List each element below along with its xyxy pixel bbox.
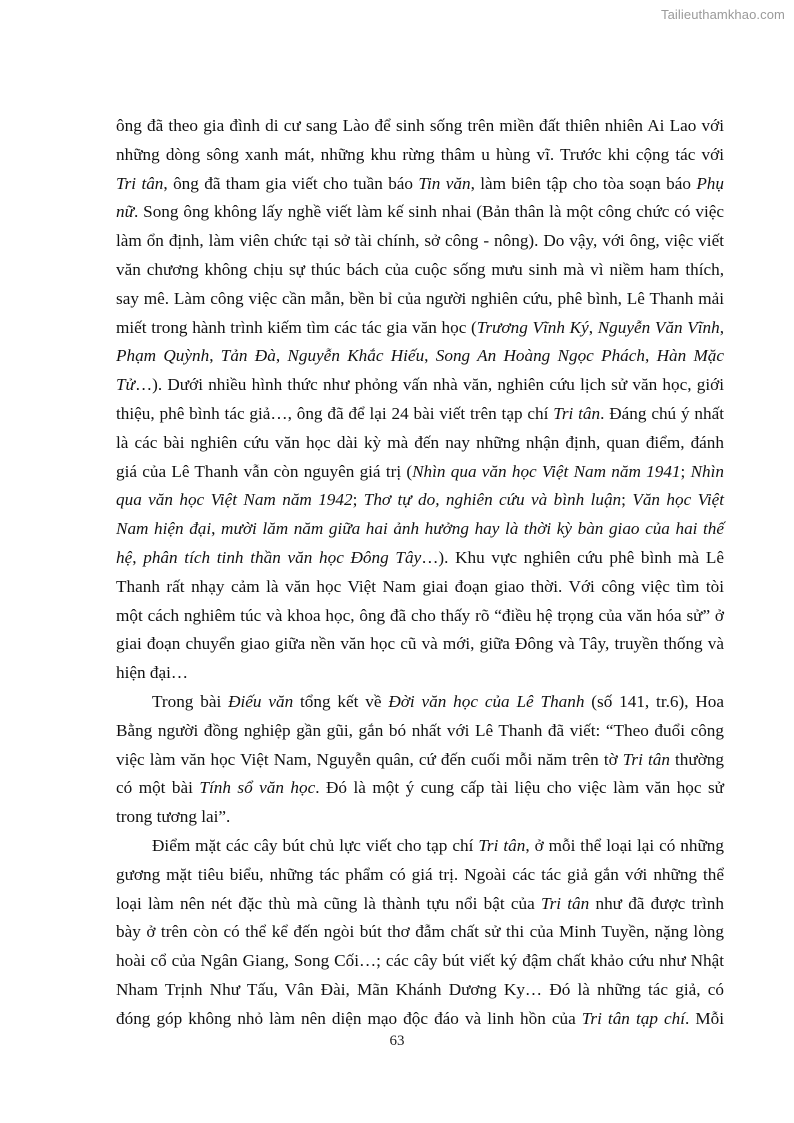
text-segment: Nham Trịnh Như Tấu, Vân Đài, Mãn Khánh Dương Ky… Đó là những tác giả, có <box>116 979 724 999</box>
text-segment: , <box>132 547 144 567</box>
text-segment: giá của Lê Thanh vẫn còn nguyên giá trị ( <box>116 461 413 481</box>
italic-text: Tính sổ văn học <box>199 778 316 798</box>
italic-text: Tri tân <box>116 173 164 193</box>
text-line <box>116 285 724 314</box>
text-segment: có một bài <box>116 778 200 798</box>
text-line <box>116 170 724 199</box>
text-segment: đóng góp không nhỏ làm nên diện mạo độc đáo và linh hồn của <box>116 1008 582 1028</box>
text-segment: , <box>211 519 222 539</box>
text-line <box>116 717 724 746</box>
text-line <box>116 746 724 775</box>
text-segment: , <box>588 317 598 337</box>
italic-text: Nguyễn Văn Vĩnh <box>597 317 720 337</box>
text-line <box>116 573 724 602</box>
text-segment: gương mặt tiêu biểu, những tác phẩm có giá trị. Ngoài các tác giả gắn với những thể <box>116 864 724 884</box>
text-segment: Thanh rất nhạy cảm là văn học Việt Nam giai đoạn giao thời. Với công việc tìm tòi <box>116 576 724 596</box>
italic-text: phân tích tinh thần văn học Đông Tây <box>143 547 422 567</box>
text-segment: . Mỗi <box>684 1008 724 1028</box>
text-line <box>116 371 724 400</box>
text-segment: , <box>719 317 724 337</box>
italic-text: nữ <box>116 202 134 222</box>
italic-text: Tử <box>116 375 135 395</box>
text-line <box>116 659 724 688</box>
text-segment: say mê. Làm công việc cần mẫn, bền bỉ của người nghiên cứu, phê bình, Lê Thanh mải <box>116 288 724 308</box>
text-segment: hiện đại… <box>116 663 189 683</box>
text-segment: , <box>424 346 436 366</box>
text-line <box>116 630 724 659</box>
text-segment: Trong bài <box>152 691 229 711</box>
text-segment: ; <box>680 461 691 481</box>
italic-text: hệ <box>116 547 133 567</box>
text-line <box>116 774 724 803</box>
text-line <box>116 544 724 573</box>
italic-text: mười lăm năm giữa hai ảnh hưởng hay là thời kỳ bàn giao của hai thế <box>221 519 725 539</box>
italic-text: Tri tân tạp chí <box>581 1008 685 1028</box>
italic-text: Tản Đà <box>220 346 276 366</box>
italic-text: Trương Vĩnh Ký <box>476 317 589 337</box>
text-segment: thiệu, phê bình tác giả…, ông đã để lại 24 bài viết trên tạp chí <box>116 403 554 423</box>
text-segment: , <box>645 346 657 366</box>
text-line <box>116 256 724 285</box>
text-segment: loại làm nên nét đặc thù mà cũng là thành tựu nổi bật của <box>116 893 541 913</box>
text-line <box>116 515 724 544</box>
text-segment: (số 141, tr.6), Hoa <box>584 691 724 711</box>
text-segment: , ông đã tham gia viết cho tuần báo <box>163 173 419 193</box>
text-segment: ông đã theo gia đình di cư sang Lào để sinh sống trên miền đất thiên nhiên Ai Lao với <box>116 116 724 135</box>
text-line <box>116 861 724 890</box>
document-body <box>116 112 724 1034</box>
italic-text: Tri tân <box>540 893 590 913</box>
text-segment: , <box>275 346 288 366</box>
italic-text: Song An Hoàng Ngọc Phách <box>435 346 646 366</box>
text-line <box>116 429 724 458</box>
italic-text: Nhìn qua văn học Việt Nam năm 1941 <box>412 461 681 481</box>
italic-text: Hàn Mặc <box>656 346 725 366</box>
text-segment: hoài cổ của Ngân Giang, Song Cối…; các cây bút viết ký đậm chất khảo cứu như Nhật <box>116 951 724 971</box>
text-line <box>116 486 724 515</box>
text-segment: thường <box>669 749 724 769</box>
italic-text: Tri tân <box>553 403 601 423</box>
text-line <box>116 112 724 141</box>
italic-text: Nguyễn Khắc Hiếu <box>287 346 425 366</box>
text-segment: …). Khu vực nghiên cứu phê bình mà Lê <box>421 547 724 567</box>
text-segment: việc làm văn học Việt Nam, Nguyễn quân, cứ đến cuối mỗi năm trên tờ <box>116 749 623 769</box>
italic-text: qua văn học Việt Nam năm 1942 <box>116 490 353 510</box>
text-line <box>116 890 724 919</box>
text-segment: một cách nghiêm túc và khoa học, ông đã cho thấy rõ “điều hệ trọng của văn hóa sử” ở <box>116 605 724 625</box>
italic-text: Thơ tự do, nghiên cứu và bình luận <box>363 490 622 510</box>
text-segment: Bằng người đồng nghiệp gần gũi, gắn bó nhất với Lê Thanh đã viết: “Theo đuổi công <box>116 720 724 740</box>
text-line <box>116 918 724 947</box>
text-segment: , làm biên tập cho tòa soạn báo <box>470 173 697 193</box>
italic-text: Nhìn <box>690 461 724 481</box>
text-segment: , ở mỗi thể loại lại có những <box>525 835 724 855</box>
text-segment: ; <box>621 490 633 510</box>
text-segment: . Đó là một ý cung cấp tài liệu cho việc làm văn học sử <box>315 778 724 798</box>
italic-text: Tri tân <box>478 835 526 855</box>
italic-text: Đời văn học của Lê Thanh <box>388 691 585 711</box>
text-line <box>116 832 724 861</box>
text-segment: giai đoạn chuyển giao giữa nền văn học cũ và mới, giữa Đông và Tây, truyền thống và <box>116 634 724 654</box>
text-segment: là các bài nghiên cứu văn học dài kỳ mà đến nay những nhận định, quan điểm, đánh <box>116 432 724 452</box>
text-segment: Điểm mặt các cây bút chủ lực viết cho tạp chí <box>152 835 479 855</box>
text-line <box>116 400 724 429</box>
text-segment: , <box>209 346 221 366</box>
italic-text: Nam hiện đại <box>116 519 212 539</box>
text-segment: trong tương lai”. <box>116 807 231 827</box>
italic-text: Tin văn <box>418 173 471 193</box>
italic-text: Điếu văn <box>228 691 294 711</box>
text-line <box>116 602 724 631</box>
text-segment: tổng kết về <box>293 691 389 711</box>
text-line <box>116 458 724 487</box>
text-line <box>116 227 724 256</box>
text-line <box>116 803 724 832</box>
text-segment: văn chương không chịu sự thúc bách của cuộc sống mưu sinh mà vì niềm ham thích, <box>116 259 724 279</box>
text-line <box>116 1005 724 1034</box>
italic-text: Văn học Việt <box>632 490 725 510</box>
text-line <box>116 314 724 343</box>
text-segment: …). Dưới nhiều hình thức như phỏng vấn nhà văn, nghiên cứu lịch sử văn học, giới <box>134 375 724 395</box>
text-line <box>116 198 724 227</box>
text-line <box>116 976 724 1005</box>
italic-text: Phụ <box>696 173 724 193</box>
text-segment: . Đáng chú ý nhất <box>600 403 724 423</box>
text-segment: những dòng sông xanh mát, những khu rừng thâm u hùng vĩ. Trước khi cộng tác với <box>116 144 724 164</box>
italic-text: Tri tân <box>622 749 670 769</box>
text-segment: miết trong hành trình kiếm tìm các tác gia văn học ( <box>116 317 477 337</box>
watermark: Tailieuthamkhao.com <box>660 7 785 22</box>
page-number: 63 <box>389 1033 405 1049</box>
text-line <box>116 947 724 976</box>
text-segment: làm ổn định, làm viên chức tại sở tài chính, sở công - nông). Do vậy, với ông, việc viết <box>116 231 724 251</box>
text-segment: như đã được trình <box>589 893 724 913</box>
text-segment: . Song ông không lấy nghề viết làm kế sinh nhai (Bản thân là một công chức có việc <box>133 202 724 222</box>
text-line <box>116 141 724 170</box>
text-segment: ; <box>352 490 364 510</box>
text-line <box>116 688 724 717</box>
italic-text: Phạm Quỳnh <box>116 346 210 366</box>
text-line <box>116 342 724 371</box>
text-segment: bày ở trên còn có thể kể đến ngòi bút thơ đẫm chất sử thi của Minh Tuyền, nặng lòng <box>116 922 724 942</box>
